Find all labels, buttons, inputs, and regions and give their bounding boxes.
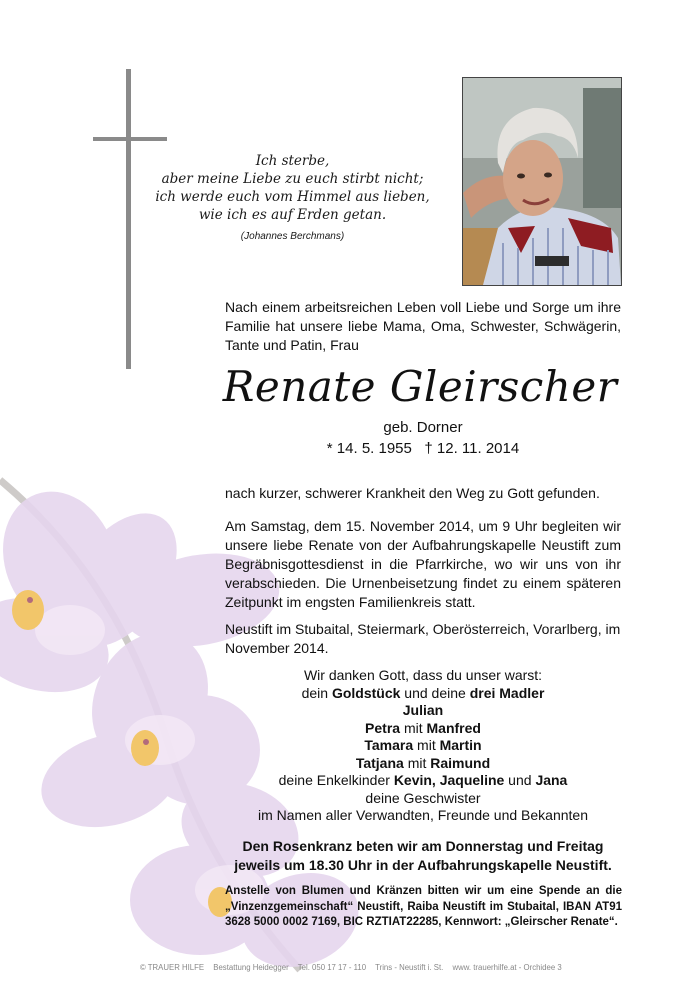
rosary-notice	[218, 837, 628, 875]
rosary-line-2: jeweils um 18.30 Uhr in der Aufbahrungskapelle Neustift.	[234, 857, 612, 873]
rosary-line-1: Den Rosenkranz beten wir am Donnerstag und Freitag	[242, 838, 604, 854]
mourner-name: Manfred	[426, 719, 481, 736]
donation-notice: Anstelle von Blumen und Kränzen bitten wir um eine Spende an die „Vinzenzgemeinschaft“ Neustift, Raiba Neustift im Stubaital, IBAN AT91 3628 5000 0002 7169, BIC RZTIAT22285, Kennwort: „Gleirscher Renate“.	[225, 885, 622, 928]
mourner-name: Tatjana	[355, 754, 404, 771]
memorial-quote	[150, 152, 435, 246]
text: dein	[301, 684, 332, 701]
death-date: † 12. 11. 2014	[424, 440, 520, 457]
quote-line-4: wie ich es auf Erden getan.	[198, 207, 387, 223]
mourners-list	[225, 667, 621, 825]
mourner-line	[225, 702, 621, 720]
mourner-line	[225, 685, 621, 703]
text: deine Enkelkinder	[278, 772, 394, 788]
mourner-name: Martin	[439, 737, 482, 753]
mourner-name: drei Madler	[469, 684, 545, 701]
paragraph-funeral: Am Samstag, dem 15. November 2014, um 9 Uhr begleiten wir unsere liebe Renate von der Aufbahrungskapelle Neustift zum Begräbnisgottesdienst in die Pfarrkirche, wo wir uns von ihr verabschieden. Die Urnenbeisetzung findet zu einem späteren Zeitpunkt im engsten Familienkreis statt.	[225, 518, 621, 610]
mourner-name: Jana	[535, 772, 568, 788]
birth-date: * 14. 5. 1955	[326, 440, 412, 457]
cross-vertical-bar	[126, 69, 131, 369]
mourner-line: im Namen aller Verwandten, Freunde und Bekannten	[258, 807, 588, 823]
text: und deine	[400, 684, 470, 701]
footer-brand: © TRAUER HILFE	[140, 963, 205, 972]
quote-line-2: aber meine Liebe zu euch stirbt nicht;	[161, 171, 424, 187]
footer-website: www. trauerhilfe.at - Orchidee 3	[452, 963, 562, 972]
quote-author: (Johannes Berchmans)	[240, 231, 345, 242]
footer-phone: Tel. 050 17 17 - 110	[297, 963, 367, 972]
text: mit	[400, 719, 427, 736]
intro-text: Nach einem arbeitsreichen Leben voll Liebe und Sorge um ihre Familie hat unsere liebe Mama, Oma, Schwester, Schwägerin, Tante und Patin, Frau	[225, 299, 621, 353]
quote-line-1: Ich sterbe,	[255, 153, 330, 169]
life-dates	[225, 440, 621, 457]
deceased-name: Renate Gleirscher	[222, 362, 618, 411]
quote-line-3: ich werde euch vom Himmel aus lieben,	[155, 189, 430, 205]
mourner-name: Kevin, Jaqueline	[393, 772, 505, 788]
mourner-name: Raimund	[430, 754, 491, 771]
mourner-name: Tamara	[364, 737, 414, 753]
footer-undertaker: Bestattung Heidegger	[213, 963, 289, 972]
mourner-line: deine Geschwister	[365, 789, 481, 806]
mourner-name: Goldstück	[331, 684, 401, 701]
text: mit	[413, 737, 440, 753]
paragraph-place-date: Neustift im Stubaital, Steiermark, Oberösterreich, Vorarlberg, im November 2014.	[225, 621, 621, 656]
mourner-name: Petra	[365, 719, 401, 736]
text: mit	[403, 754, 431, 771]
maiden-name: geb. Dorner	[383, 419, 463, 436]
mourner-line	[225, 720, 621, 738]
mourner-line	[225, 737, 621, 755]
mourner-line	[225, 772, 621, 790]
mourner-line	[225, 755, 621, 773]
footer-address: Trins - Neustift i. St.	[375, 963, 444, 972]
cross-horizontal-bar	[93, 137, 167, 141]
mourner-name: Julian	[402, 702, 444, 718]
portrait-photo	[462, 77, 622, 286]
footer	[140, 963, 660, 972]
text: und	[504, 772, 536, 788]
thanks-line: Wir danken Gott, dass du unser warst:	[303, 667, 543, 683]
paragraph-passing: nach kurzer, schwerer Krankheit den Weg zu Gott gefunden.	[225, 485, 600, 501]
